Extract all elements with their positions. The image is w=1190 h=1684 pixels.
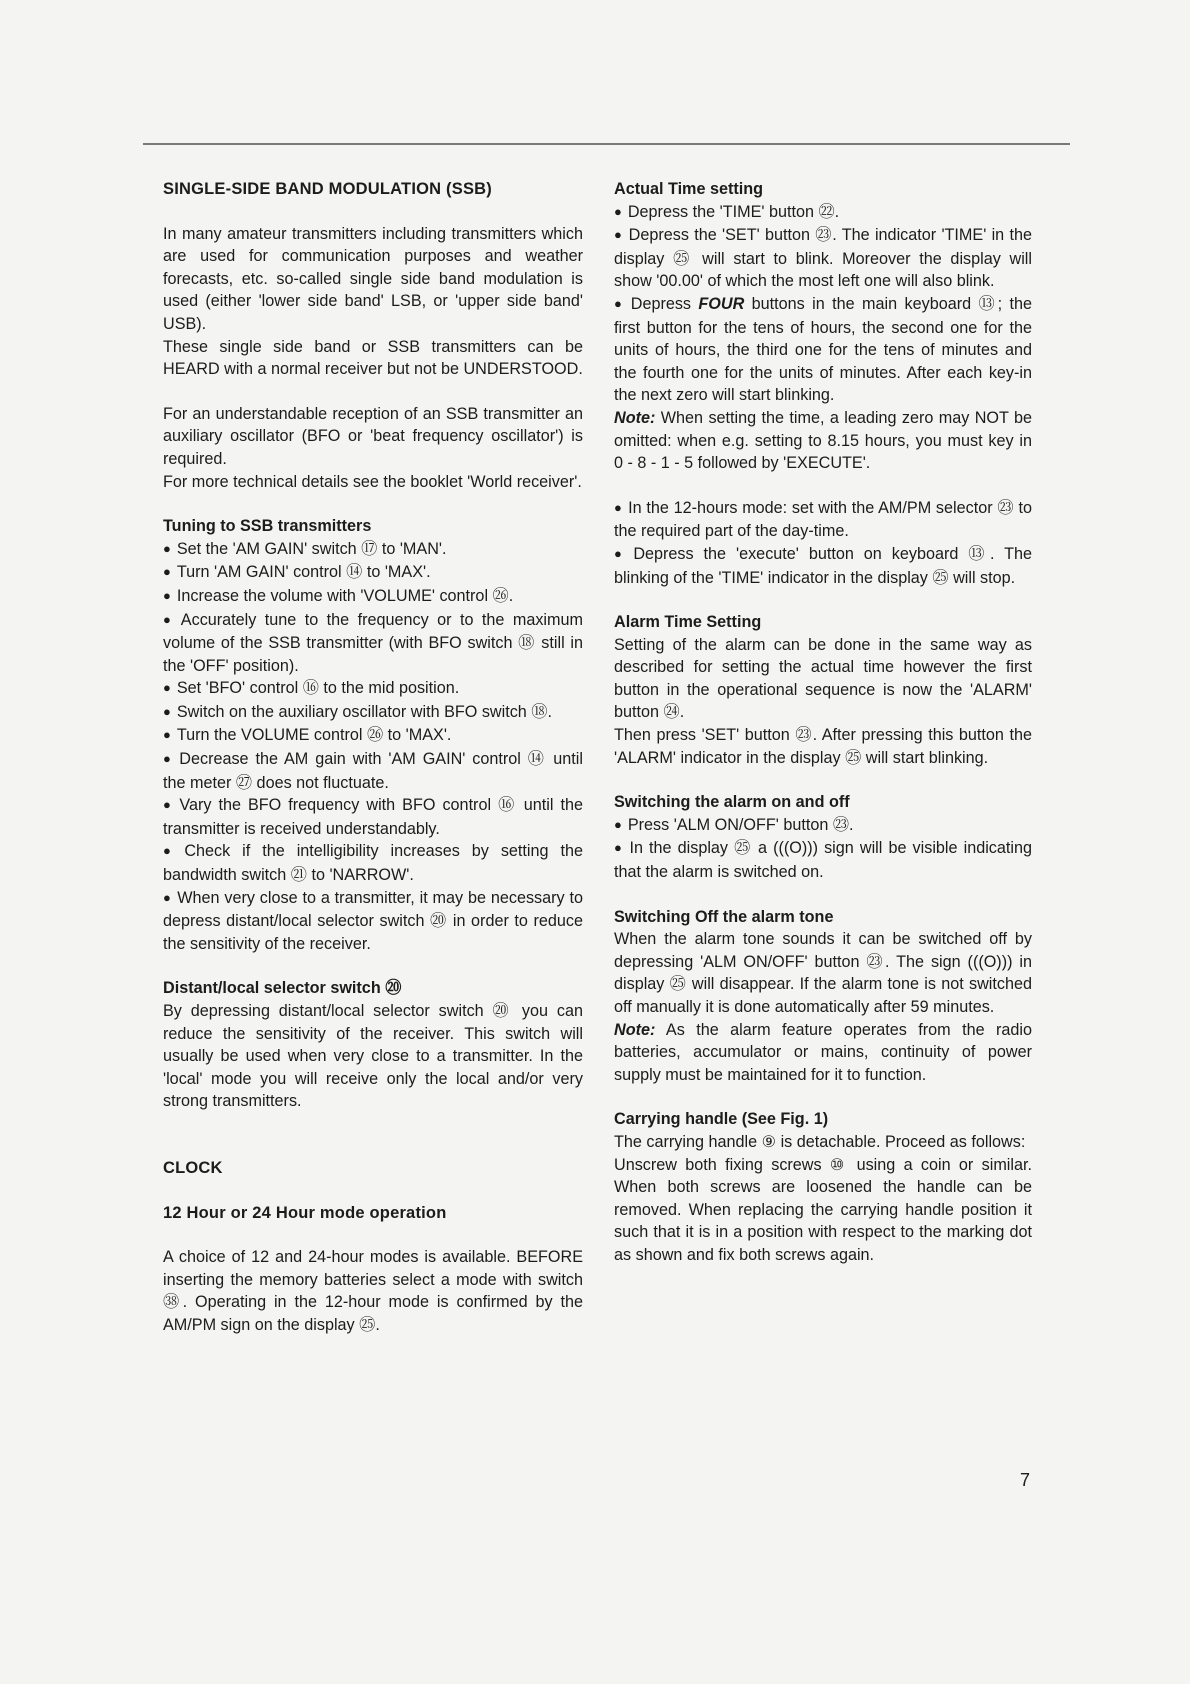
mode-paragraph: A choice of 12 and 24-hour modes is available. BEFORE inserting the memory batteries select a mode with switch ㊳. Operating in the 12-hour mode is confirmed by the AM/PM sign on the display ㉕. (163, 1248, 583, 1334)
right-column (614, 178, 1032, 1267)
tuning-item: ● Set 'BFO' control ⑯ to the mid position. (163, 677, 583, 701)
tuning-item: ● Increase the volume with 'VOLUME' control ㉖. (163, 585, 583, 609)
tuning-item: ● Turn 'AM GAIN' control ⑭ to 'MAX'. (163, 561, 583, 585)
alarm-paragraph-1: Setting of the alarm can be done in the same way as described for setting the actual time however the first button in the operational sequence is now the 'ALARM' button ㉔. (614, 635, 1032, 722)
note-text: As the alarm feature operates from the radio batteries, accumulator or mains, continuity of power supply must be maintained for it to function. (614, 1020, 1032, 1084)
alarm-tone-paragraph: When the alarm tone sounds it can be switched off by depressing 'ALM ON/OFF' button ㉓. The sign (((O))) in display ㉕ will disappear. If the alarm tone is not switched off manually it is done automatically after 59 minutes. (614, 930, 1032, 1016)
alarm-tone-heading: Switching Off the alarm tone (614, 907, 834, 926)
tuning-item: ● Set the 'AM GAIN' switch ⑰ to 'MAN'. (163, 538, 583, 562)
alarm-time-heading: Alarm Time Setting (614, 613, 762, 632)
top-rule (143, 143, 1070, 145)
actual-time-item: ● Depress the 'execute' button on keyboard ⑬. The blinking of the 'TIME' indicator in the display ㉕ will stop. (614, 543, 1032, 589)
tuning-item: ● When very close to a transmitter, it may be necessary to depress distant/local selector switch ⑳ in order to reduce the sensitivity of the receiver. (163, 887, 583, 956)
ssb-paragraph-1: In many amateur transmitters including transmitters which are used for communication purposes and weather forecasts, etc. so-called single side band modulation is used (either 'lower side band' LSB, or 'upper side band' USB). (163, 224, 583, 333)
switching-alarm-item: ● Press 'ALM ON/OFF' button ㉓. (614, 814, 1032, 838)
tuning-item: ● Vary the BFO frequency with BFO control ⑯ until the transmitter is received understandably. (163, 794, 583, 840)
tuning-item: ● Turn the VOLUME control ㉖ to 'MAX'. (163, 724, 583, 748)
switching-alarm-heading: Switching the alarm on and off (614, 793, 850, 812)
ssb-paragraph-3: For an understandable reception of an SSB transmitter an auxiliary oscillator (BFO or 'beat frequency oscillator') is required. (163, 404, 583, 468)
mode-heading: 12 Hour or 24 Hour mode operation (163, 1203, 447, 1222)
emphasis-four: FOUR (698, 294, 745, 313)
tuning-item: ● Switch on the auxiliary oscillator with BFO switch ⑱. (163, 701, 583, 725)
actual-time-item: ● Depress the 'SET' button ㉓. The indicator 'TIME' in the display ㉕ will start to blink. Moreover the display will show '00.00' of which the most left one will also blink. (614, 224, 1032, 293)
ssb-paragraph-4: For more technical details see the booklet 'World receiver'. (163, 472, 582, 491)
page-number: 7 (1020, 1470, 1031, 1490)
ssb-heading: SINGLE-SIDE BAND MODULATION (SSB) (163, 180, 492, 198)
carrying-handle-paragraph-1: The carrying handle ⑨ is detachable. Proceed as follows: (614, 1132, 1026, 1151)
carrying-handle-heading: Carrying handle (See Fig. 1) (614, 1110, 829, 1129)
distant-local-heading: Distant/local selector switch ⑳ (163, 979, 402, 998)
actual-time-item: ● In the 12-hours mode: set with the AM/PM selector ㉓ to the required part of the day-time. (614, 497, 1032, 543)
distant-local-paragraph: By depressing distant/local selector switch ⑳ you can reduce the sensitivity of the receiver. This switch will usually be used when very close to a transmitter. In the 'local' mode you will receive only the local and/or very strong transmitters. (163, 1002, 583, 1111)
switching-alarm-item: ● In the display ㉕ a (((O))) sign will be visible indicating that the alarm is switched on. (614, 837, 1032, 883)
actual-time-heading: Actual Time setting (614, 180, 764, 198)
actual-time-item-pre: Depress (630, 294, 699, 313)
carrying-handle-paragraph-2: Unscrew both fixing screws ⑩ using a coin or similar. When both screws are loosened the handle can be removed. When replacing the carrying handle position it such that it is in a position with respect to the marking dot as shown and fix both screws again. (614, 1155, 1032, 1264)
note-text: When setting the time, a leading zero may NOT be omitted: when e.g. setting to 8.15 hours, you must key in 0 - 8 - 1 - 5 followed by 'EXECUTE'. (614, 408, 1032, 473)
alarm-tone-note (614, 1019, 1032, 1087)
actual-time-item (614, 293, 1032, 407)
note-label: Note: (614, 1020, 656, 1039)
actual-time-item: ● Depress the 'TIME' button ㉒. (614, 201, 1032, 225)
tuning-item: ● Decrease the AM gain with 'AM GAIN' control ⑭ until the meter ㉗ does not fluctuate. (163, 748, 583, 794)
clock-heading: CLOCK (163, 1158, 223, 1177)
tuning-item: ● Check if the intelligibility increases by setting the bandwidth switch ㉑ to 'NARROW'. (163, 840, 583, 886)
actual-time-note (614, 407, 1032, 475)
tuning-item: ● Accurately tune to the frequency or to the maximum volume of the SSB transmitter (with BFO switch ⑱ still in the 'OFF' position). (163, 609, 583, 678)
alarm-paragraph-2: Then press 'SET' button ㉓. After pressing this button the 'ALARM' indicator in the display ㉕ will start blinking. (614, 726, 1032, 767)
left-column (163, 178, 583, 1337)
actual-time-item-post: buttons in the main keyboard ⑬; the first button for the tens of hours, the second one for the units of hours, the third one for the tens of minutes and the fourth one for the units of minutes. After each key-in the next zero will start blinking. (614, 294, 1032, 405)
ssb-paragraph-2: These single side band or SSB transmitters can be HEARD with a normal receiver but not be UNDERSTOOD. (163, 337, 583, 379)
tuning-heading: Tuning to SSB transmitters (163, 517, 372, 536)
note-label: Note: (614, 408, 656, 427)
